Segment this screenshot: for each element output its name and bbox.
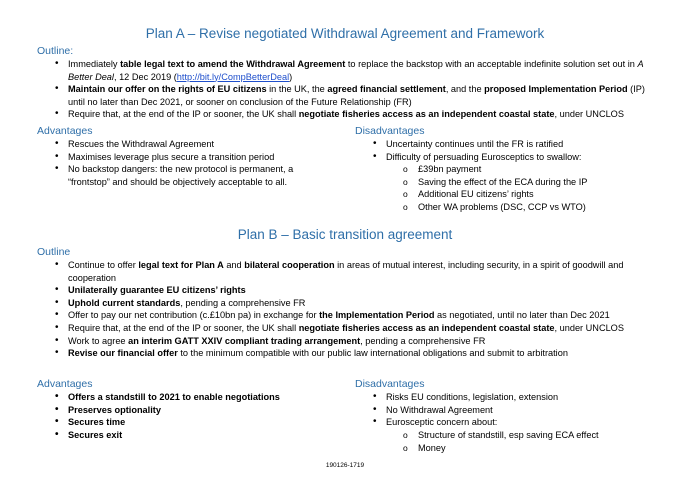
plan-b-advantages-list [53,391,333,441]
document-id-footer: 190126-1719 [325,462,365,469]
list-item: • Unilaterally guarantee EU citizens’ rights [53,284,643,297]
list-item: • Maximises leverage plus secure a transition period [53,151,318,164]
list-item: • Revise our financial offer to the minimum compatible with our public law international obligations and submit to arbitration [53,347,643,360]
plan-b-disadvantages-sublist [371,429,690,454]
list-item: • Secures exit [53,429,333,442]
list-item: • Require that, at the end of the IP or sooner, the UK shall negotiate fisheries access as an independent coastal state, under UNCLOS [53,108,653,121]
list-item: • Rescues the Withdrawal Agreement [53,138,318,151]
list-item: • Maintain our offer on the rights of EU citizens in the UK, the agreed financial settlement, and the proposed Implementation Period (IP) until no later than Dec 2021, or sooner on conclusion of the Future Relationship (FR) [53,83,653,108]
list-item: o Other WA problems (DSC, CCP vs WTO) [401,201,690,214]
list-item: • Uphold current standards, pending a comprehensive FR [53,297,643,310]
plan-a-outline-label: Outline: [37,45,74,57]
list-item: • Uncertainty continues until the FR is ratified [371,138,671,151]
list-item: o Structure of standstill, esp saving ECA effect [401,429,690,442]
list-item: • Require that, at the end of the IP or sooner, the UK shall negotiate fisheries access as an independent coastal state, under UNCLOS [53,322,643,335]
plan-b-disadvantages-list [371,391,671,429]
list-item: o Saving the effect of the ECA during the IP [401,176,690,189]
list-item: • Work to agree an interim GATT XXIV compliant trading arrangement, pending a comprehensive FR [53,335,643,348]
list-item: • Continue to offer legal text for Plan A and bilateral cooperation in areas of mutual interest, including security, in a spirit of goodwill and cooperation [53,259,643,284]
plan-a-advantages-label: Advantages [37,125,93,137]
plan-b-title: Plan B – Basic transition agreement [237,227,453,242]
list-item: • Difficulty of persuading Eurosceptics to swallow: [371,151,671,164]
list-item: • Eurosceptic concern about: [371,416,671,429]
plan-b-outline-label: Outline [37,246,71,258]
plan-a-advantages-list [53,138,318,188]
list-item: • Risks EU conditions, legislation, extension [371,391,671,404]
plan-a-disadvantages-label: Disadvantages [355,125,425,137]
better-deal-link[interactable]: http://bit.ly/CompBetterDeal [176,71,290,82]
list-item: o Money [401,442,690,455]
list-item: • Offers a standstill to 2021 to enable negotiations [53,391,333,404]
list-item: • Secures time [53,416,333,429]
list-item: • Immediately table legal text to amend the Withdrawal Agreement to replace the backstop with an acceptable indefinite solution set out in A Better Deal, 12 Dec 2019 (http://bit.ly/CompBetterDeal) [53,58,653,83]
plan-b-outline-list [53,259,643,360]
list-item: • No Withdrawal Agreement [371,404,671,417]
plan-a-title: Plan A – Revise negotiated Withdrawal Agreement and Framework [145,26,545,41]
list-item: • No backstop dangers: the new protocol is permanent, a “frontstop” and should be objectively acceptable to all. [53,163,318,188]
plan-a-disadvantages-list [371,138,671,163]
list-item: o Additional EU citizens’ rights [401,188,690,201]
list-item: • Preserves optionality [53,404,333,417]
plan-b-advantages-label: Advantages [37,378,93,390]
list-item: • Offer to pay our net contribution (c.£10bn pa) in exchange for the Implementation Period as negotiated, until no later than Dec 2021 [53,309,643,322]
plan-a-disadvantages-sublist [371,163,690,213]
plan-b-disadvantages-label: Disadvantages [355,378,425,390]
list-item: o £39bn payment [401,163,690,176]
plan-a-outline-list [53,58,653,121]
